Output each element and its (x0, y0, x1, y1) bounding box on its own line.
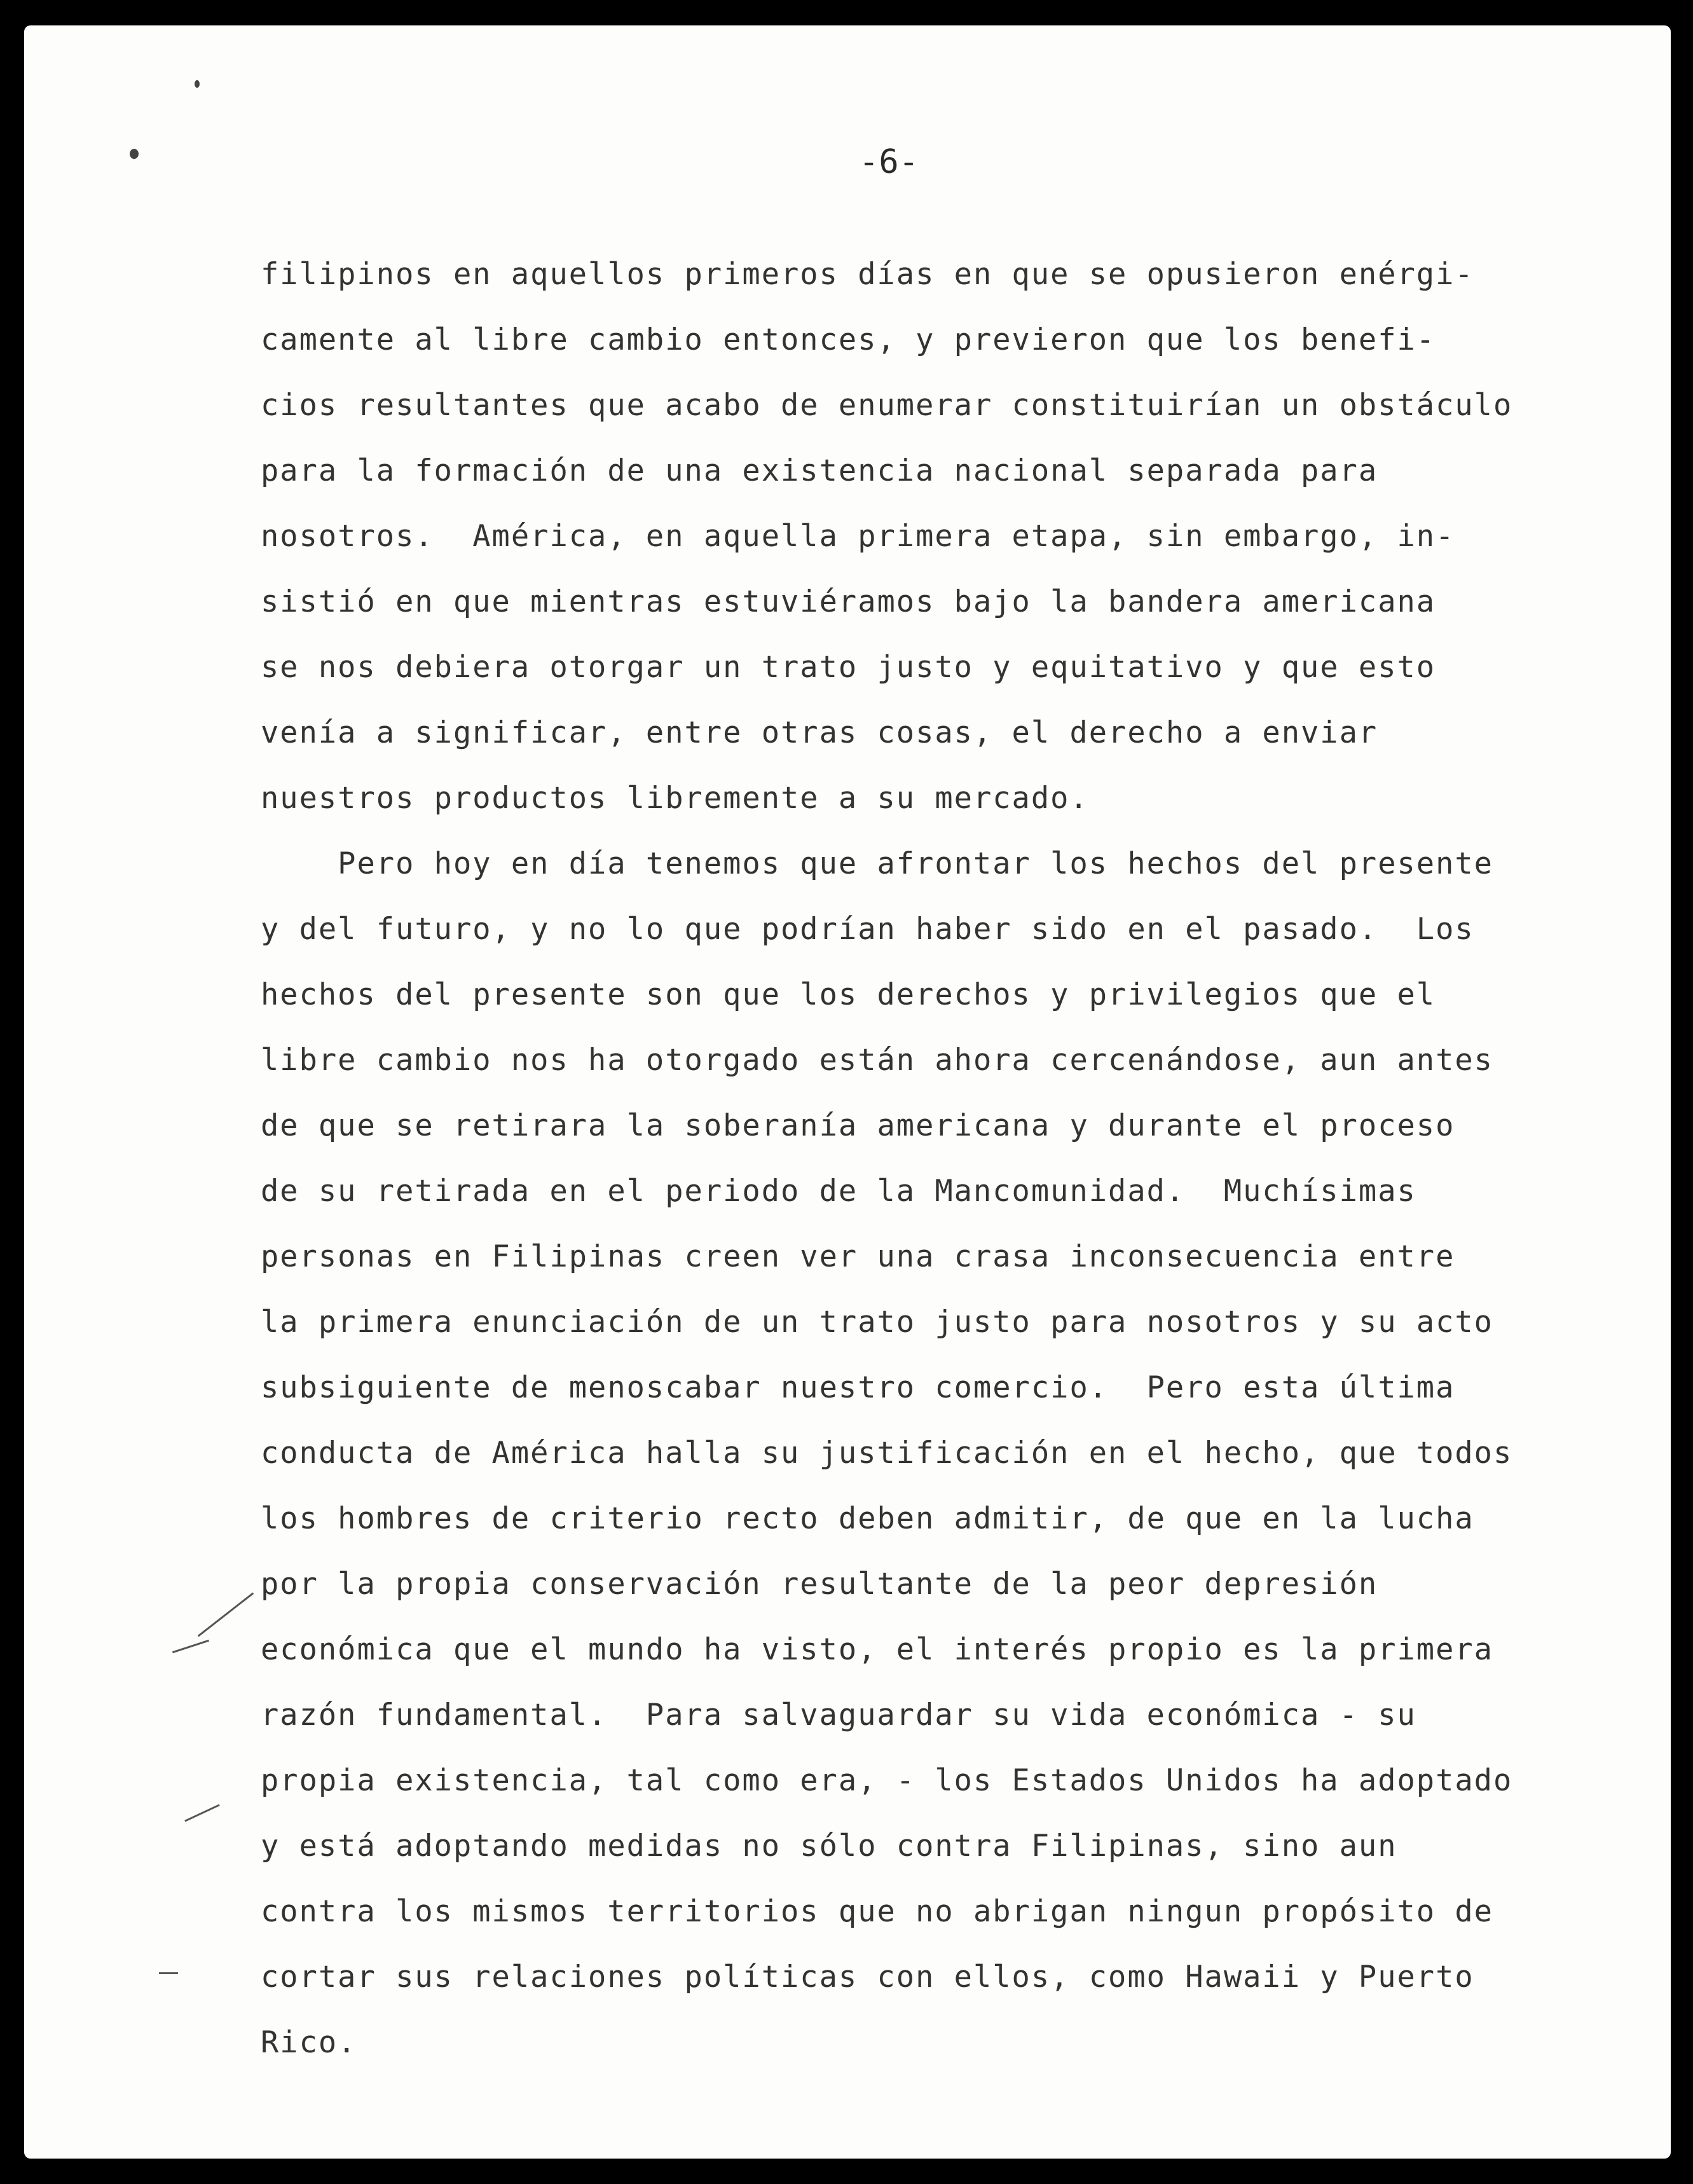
text-line: los hombres de criterio recto deben admitir, de que en la lucha (261, 1501, 1474, 1536)
text-line: Rico. (261, 2025, 357, 2060)
margin-dot (195, 80, 200, 88)
text-line: cortar sus relaciones políticas con ellos, como Hawaii y Puerto (261, 1960, 1474, 1995)
text-line: se nos debiera otorgar un trato justo y equitativo y que esto (261, 650, 1436, 685)
text-line: venía a significar, entre otras cosas, el derecho a enviar (261, 715, 1378, 750)
text-line: por la propia conservación resultante de la peor depresión (261, 1567, 1378, 1602)
text-line: y del futuro, y no lo que podrían haber sido en el pasado. Los (261, 912, 1474, 947)
text-line: nuestros productos libremente a su mercado. (261, 781, 1089, 816)
margin-dot (130, 149, 139, 159)
text-line: camente al libre cambio entonces, y previeron que los benefi- (261, 322, 1436, 357)
text-line: de que se retirara la soberanía americana y durante el proceso (261, 1108, 1455, 1143)
pencil-mark (198, 1592, 254, 1637)
text-line: libre cambio nos ha otorgado están ahora cercenándose, aun antes (261, 1043, 1493, 1078)
text-line: económica que el mundo ha visto, el interés propio es la primera (261, 1632, 1493, 1667)
text-line: la primera enunciación de un trato justo para nosotros y su acto (261, 1305, 1493, 1340)
pencil-mark (172, 1640, 209, 1653)
text-line: filipinos en aquellos primeros días en que se opusieron enérgi- (261, 257, 1474, 292)
pencil-mark (159, 1972, 178, 1974)
body-text (261, 242, 1545, 2075)
text-line: para la formación de una existencia nacional separada para (261, 453, 1378, 488)
text-line: de su retirada en el periodo de la Mancomunidad. Muchísimas (261, 1174, 1416, 1209)
text-line: contra los mismos territorios que no abrigan ningun propósito de (261, 1894, 1493, 1929)
text-line: hechos del presente son que los derechos y privilegios que el (261, 977, 1436, 1012)
text-line: propia existencia, tal como era, - los Estados Unidos ha adoptado (261, 1763, 1513, 1798)
text-line: razón fundamental. Para salvaguardar su vida económica - su (261, 1698, 1416, 1733)
text-line: conducta de América halla su justificación en el hecho, que todos (261, 1436, 1513, 1471)
page-number: -6- (859, 143, 919, 181)
text-line: personas en Filipinas creen ver una crasa inconsecuencia entre (261, 1239, 1455, 1274)
text-line: y está adoptando medidas no sólo contra Filipinas, sino aun (261, 1829, 1397, 1864)
pencil-mark (184, 1804, 220, 1822)
text-line: subsiguiente de menoscabar nuestro comercio. Pero esta última (261, 1370, 1455, 1405)
text-line: cios resultantes que acabo de enumerar constituirían un obstáculo (261, 388, 1513, 423)
document-page (24, 25, 1671, 2159)
text-line: Pero hoy en día tenemos que afrontar los hechos del presente (261, 846, 1493, 881)
text-line: sistió en que mientras estuviéramos bajo la bandera americana (261, 584, 1436, 619)
text-line: nosotros. América, en aquella primera etapa, sin embargo, in- (261, 519, 1455, 554)
